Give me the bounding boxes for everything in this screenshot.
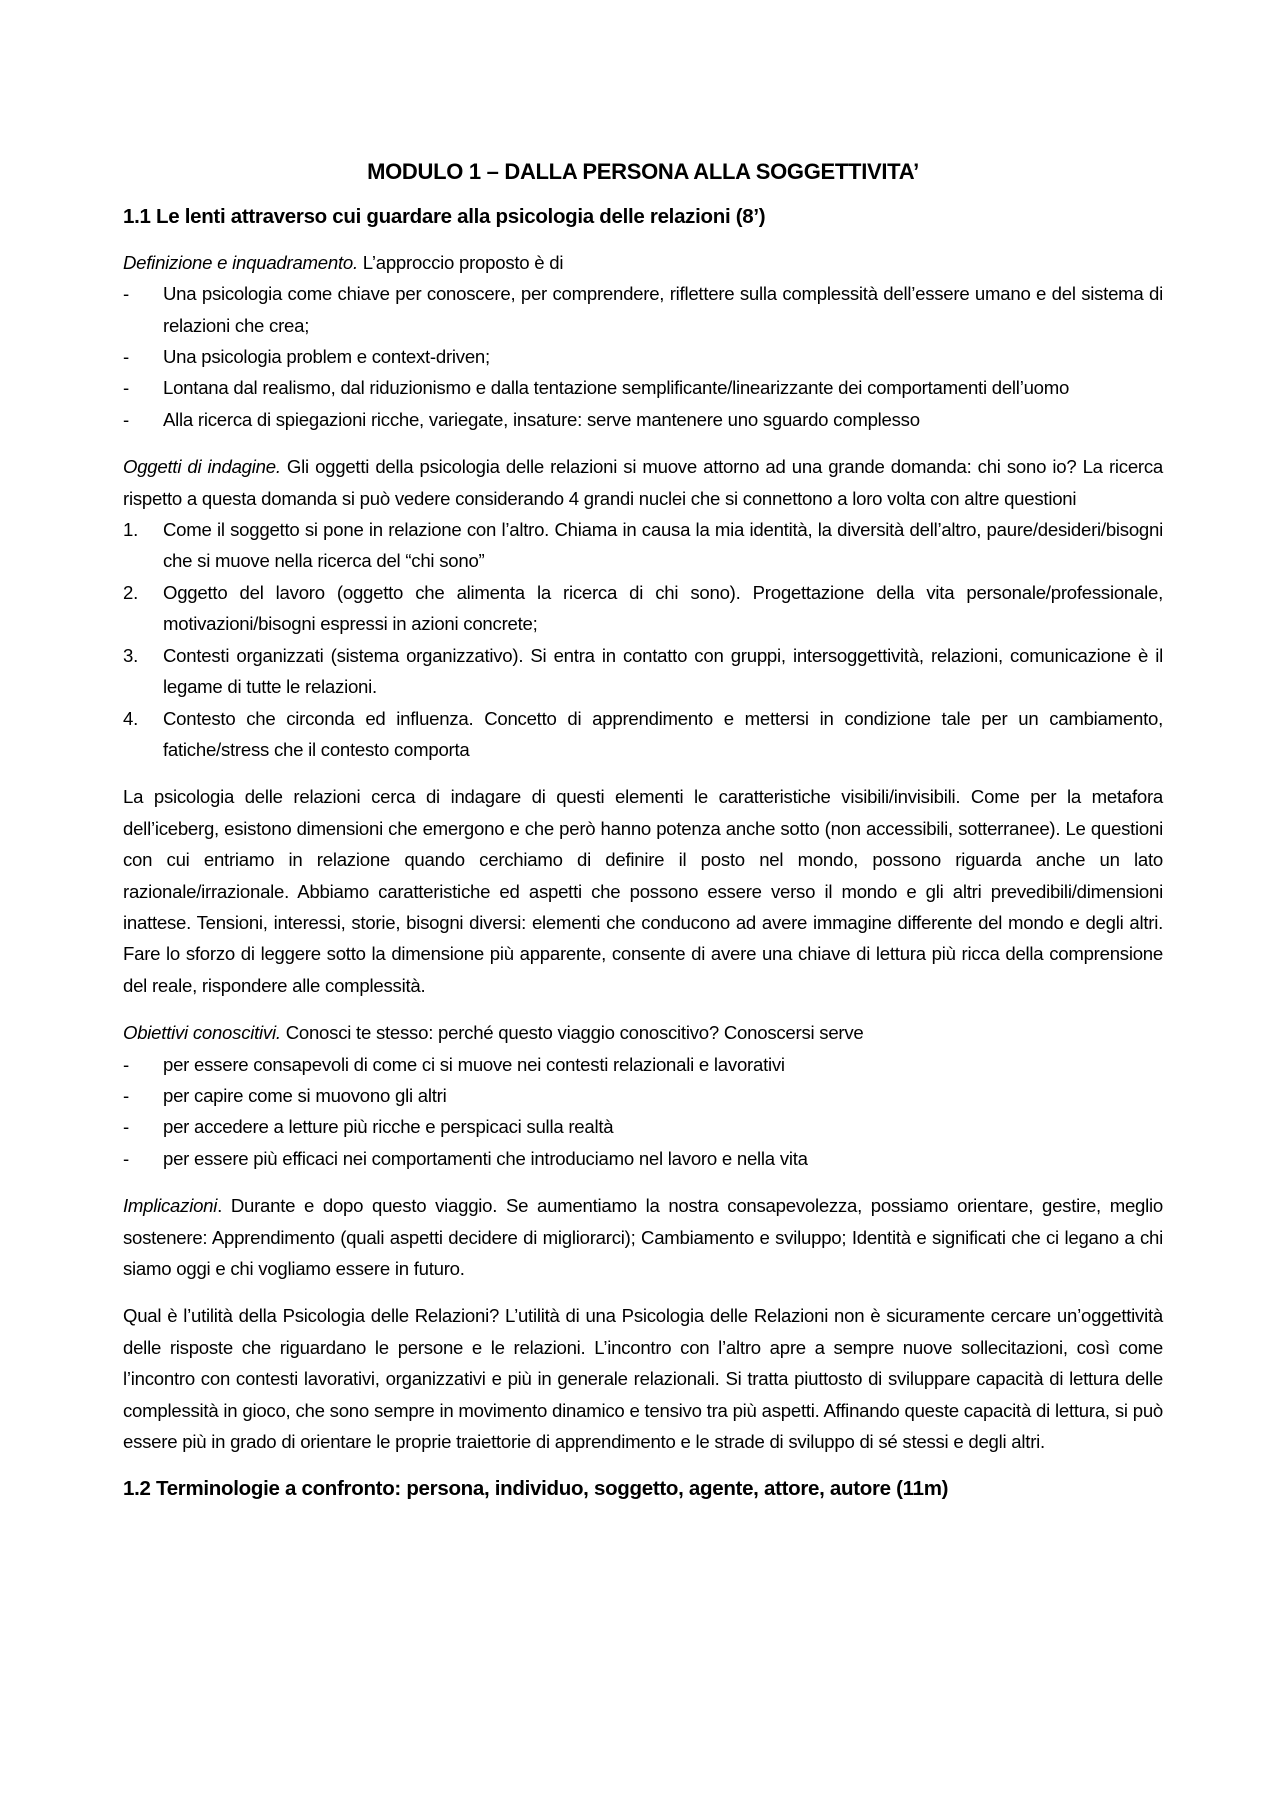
number-marker: 1. [123, 519, 139, 541]
list-item [123, 1080, 1163, 1111]
list-item [123, 1143, 1163, 1174]
number-marker: 2. [123, 581, 139, 603]
implicazioni-text: . Durante e dopo questo viaggio. Se aumentiamo la nostra consapevolezza, possiamo orientare, gestire, meglio sostenere: Apprendimento (quali aspetti decidere di migliorarci); Cambiamento e sviluppo; Identità e significati che ci legano a chi siamo oggi e chi vogliamo essere in futuro. [123, 1195, 1163, 1279]
oggetti-text: Gli oggetti della psicologia delle relazioni si muove attorno ad una grande domanda: chi sono io? La ricerca rispetto a questa domanda si può vedere considerando 4 grandi nuclei che si connettono a loro volta con altre questioni [123, 456, 1163, 509]
dash-marker: - [123, 283, 129, 305]
dash-marker: - [123, 1116, 129, 1138]
list-item [123, 372, 1163, 403]
oggetti-label: Oggetti di indagine. [123, 456, 281, 478]
number-marker: 3. [123, 644, 139, 666]
list-item-text: Contesto che circonda ed influenza. Concetto di apprendimento e mettersi in condizione tale per un cambiamento, fatiche/stress che il contesto comporta [163, 707, 1163, 760]
section-heading-1-2: 1.2 Terminologie a confronto: persona, individuo, soggetto, agente, attore, autore (11m) [123, 1477, 949, 1501]
list-item-text: per essere più efficaci nei comportamenti che introduciamo nel lavoro e nella vita [163, 1147, 808, 1169]
document-page [123, 156, 1163, 1519]
definizione-text: L’approccio proposto è di [357, 251, 564, 273]
section-heading-1-1: 1.1 Le lenti attraverso cui guardare alla psicologia delle relazioni (8’) [123, 205, 766, 229]
dash-marker: - [123, 1053, 129, 1075]
list-item [123, 404, 1163, 435]
dash-marker: - [123, 346, 129, 368]
list-item-text: Come il soggetto si pone in relazione con l’altro. Chiama in causa la mia identità, la diversità dell’altro, paure/desideri/bisogni che si muove nella ricerca del “chi sono” [163, 519, 1163, 572]
list-item [123, 1111, 1163, 1142]
implicazioni-paragraph [123, 1190, 1163, 1284]
oggetti-list [123, 514, 1163, 765]
iceberg-paragraph: La psicologia delle relazioni cerca di indagare di questi elementi le caratteristiche visibili/invisibili. Come per la metafora dell’iceberg, esistono dimensioni che emergono e che però hanno potenza anche sotto (non accessibili, sotterranee). Le questioni con cui entriamo in relazione quando cerchiamo di definire il posto nel mondo, possono riguarda anche un lato razionale/irrazionale. Abbiamo caratteristiche ed aspetti che possono essere verso il mondo e gli altri prevedibili/dimensioni inattese. Tensioni, interessi, storie, bisogni diversi: elementi che conducono ad avere immagine differente del mondo e degli altri. Fare lo sforzo di leggere sotto la dimensione più apparente, consente di avere una chiave di lettura più ricca della comprensione del reale, rispondere alle complessità. [123, 786, 1163, 996]
list-item [123, 1049, 1163, 1080]
definizione-list [123, 278, 1163, 435]
obiettivi-label: Obiettivi conoscitivi. [123, 1022, 281, 1044]
obiettivi-paragraph [123, 1017, 1163, 1048]
list-item-text: per capire come si muovono gli altri [163, 1084, 447, 1106]
document-title: MODULO 1 – DALLA PERSONA ALLA SOGGETTIVITA’ [367, 159, 919, 184]
obiettivi-list [123, 1049, 1163, 1175]
list-item [123, 341, 1163, 372]
list-item-text: Alla ricerca di spiegazioni ricche, variegate, insature: serve mantenere uno sguardo complesso [163, 408, 920, 430]
oggetti-paragraph [123, 451, 1163, 514]
list-item [123, 640, 1163, 703]
dash-marker: - [123, 1084, 129, 1106]
list-item-text: Oggetto del lavoro (oggetto che alimenta la ricerca di chi sono). Progettazione della vita personale/professionale, motivazioni/bisogni espressi in azioni concrete; [163, 581, 1163, 635]
number-marker: 4. [123, 707, 139, 729]
definizione-label: Definizione e inquadramento. [123, 251, 358, 273]
list-item-text: Lontana dal realismo, dal riduzionismo e dalla tentazione semplificante/linearizzante dei comportamenti dell’uomo [163, 377, 1070, 399]
list-item-text: per accedere a letture più ricche e perspicaci sulla realtà [163, 1116, 614, 1138]
list-item-text: Contesti organizzati (sistema organizzativo). Si entra in contatto con gruppi, intersoggettività, relazioni, comunicazione è il legame di tutte le relazioni. [163, 644, 1163, 698]
implicazioni-label: Implicazioni [123, 1195, 218, 1217]
list-item [123, 577, 1163, 640]
dash-marker: - [123, 377, 129, 399]
dash-marker: - [123, 1147, 129, 1169]
definizione-paragraph [123, 247, 1163, 278]
list-item-text: Una psicologia come chiave per conoscere, per comprendere, riflettere sulla complessità dell’essere umano e del sistema di relazioni che crea; [163, 283, 1163, 336]
list-item-text: Una psicologia problem e context-driven; [163, 346, 490, 368]
list-item [123, 703, 1163, 766]
dash-marker: - [123, 408, 129, 430]
utilita-paragraph: Qual è l’utilità della Psicologia delle Relazioni? L’utilità di una Psicologia delle Relazioni non è sicuramente cercare un’oggettività delle risposte che riguardano le persone e le relazioni. L’incontro con l’altro apre a sempre nuove sollecitazioni, così come l’incontro con contesti lavorativi, organizzativi e più in generale relazionali. Si tratta piuttosto di sviluppare capacità di lettura delle complessità in gioco, che sono sempre in movimento dinamico e tensivo tra più aspetti. Affinando queste capacità di lettura, si può essere più in grado di orientare le proprie traiettorie di apprendimento e le strade di sviluppo di sé stessi e degli altri. [123, 1305, 1163, 1453]
list-item [123, 514, 1163, 577]
list-item [123, 278, 1163, 341]
obiettivi-text: Conosci te stesso: perché questo viaggio conoscitivo? Conoscersi serve [280, 1022, 864, 1044]
list-item-text: per essere consapevoli di come ci si muove nei contesti relazionali e lavorativi [163, 1053, 785, 1075]
